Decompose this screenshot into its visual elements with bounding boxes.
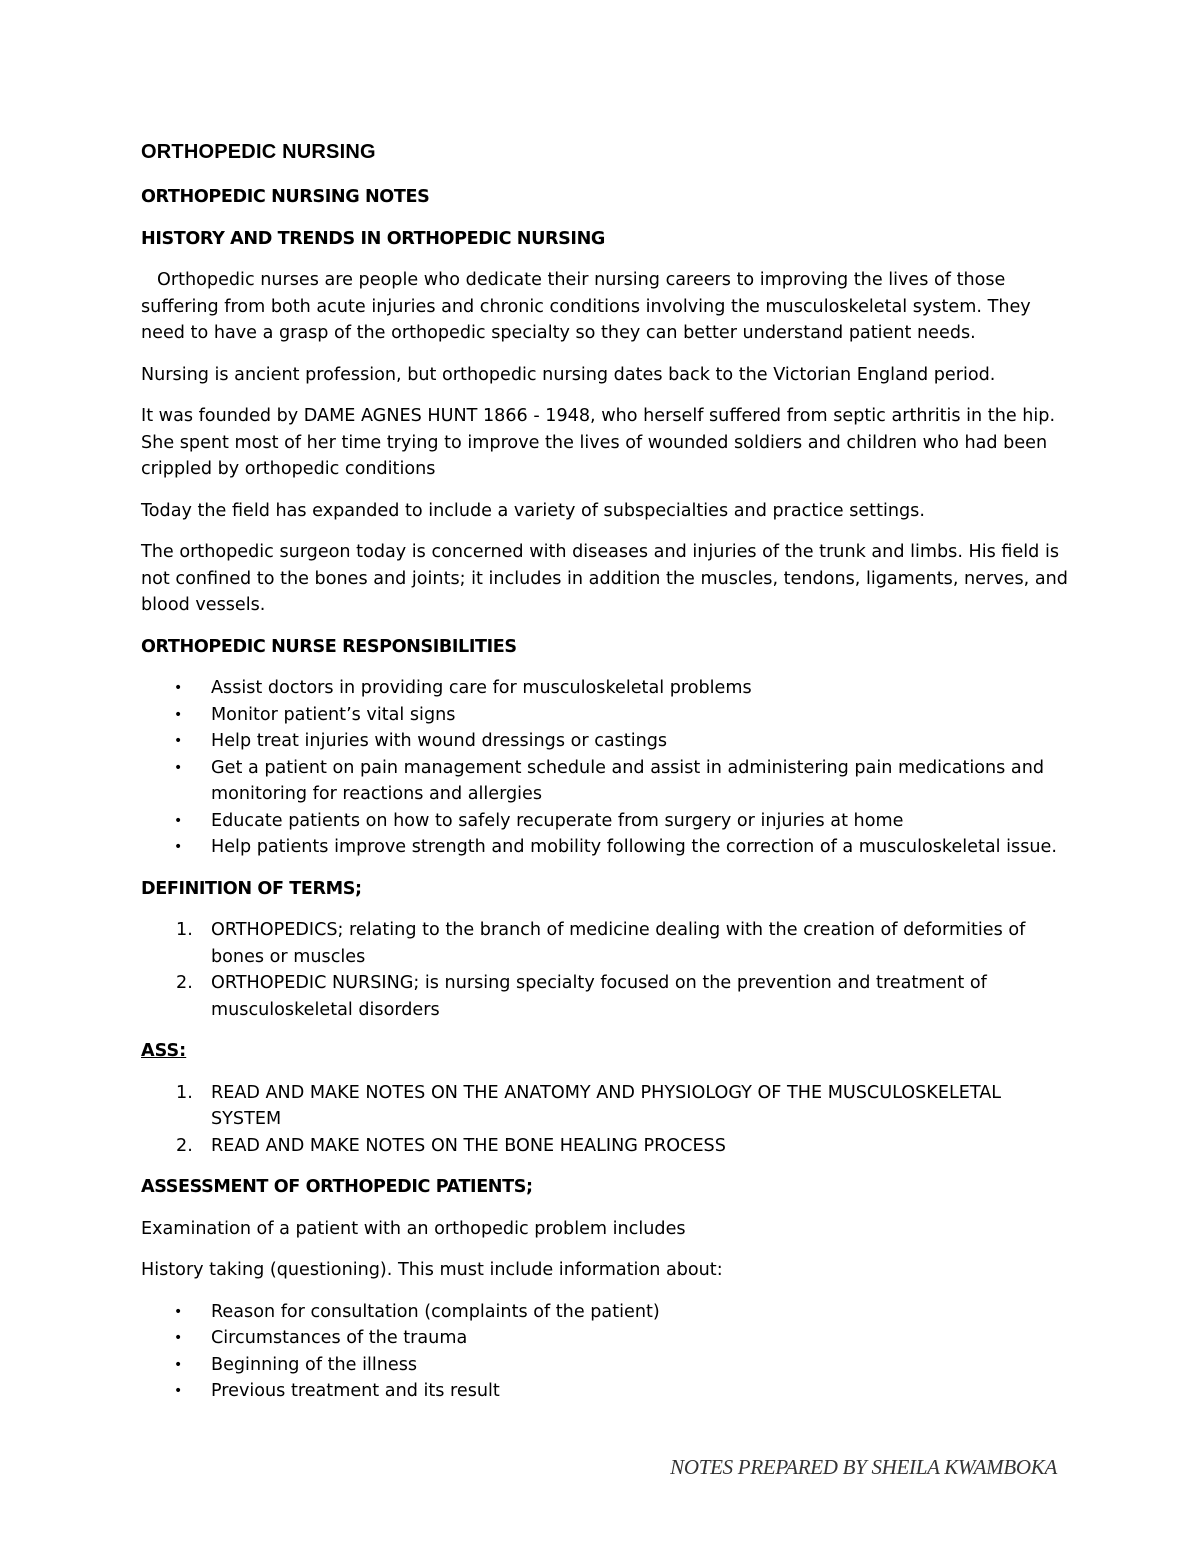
assignment-heading: ASS: bbox=[141, 1041, 187, 1061]
responsibilities-heading: ORTHOPEDIC NURSE RESPONSIBILITIES bbox=[141, 636, 517, 657]
list-item bbox=[141, 1080, 1071, 1133]
list-item-text: Help patients improve strength and mobility following the correction of a musculoskeletal issue. bbox=[211, 837, 1057, 857]
bullet-icon: • bbox=[174, 706, 183, 723]
assessment-paragraph: Examination of a patient with an orthopedic problem includes bbox=[141, 1218, 686, 1239]
list-item-text: Beginning of the illness bbox=[211, 1354, 418, 1375]
list-item bbox=[141, 1133, 1071, 1160]
bullet-icon: • bbox=[174, 839, 183, 855]
responsibilities-list bbox=[141, 675, 1071, 861]
list-item bbox=[141, 1352, 1071, 1379]
history-paragraph: It was founded by DAME AGNES HUNT 1866 - 1948, who herself suffered from septic arthritis in the hip. She spent most of her time trying to improve the lives of wounded soldiers and children who had been crippled by orthopedic conditions bbox=[141, 406, 1056, 479]
bullet-icon: • bbox=[174, 1330, 183, 1346]
history-taking-list bbox=[141, 1299, 1071, 1405]
list-item bbox=[141, 834, 1071, 861]
list-item-text: ORTHOPEDIC NURSING; is nursing specialty focused on the prevention and treatment of musculoskeletal disorders bbox=[211, 973, 987, 1020]
list-item bbox=[141, 917, 1071, 970]
bullet-icon: • bbox=[174, 759, 183, 776]
page-footer: NOTES PREPARED BY SHEILA KWAMBOKA bbox=[670, 1455, 1057, 1479]
history-paragraph: The orthopedic surgeon today is concerned with diseases and injuries of the trunk and limbs. His field is not confined to the bones and joints; it includes in addition the muscles, tendons, ligaments, nerves, and blood vessels. bbox=[141, 542, 1068, 615]
list-item-text: READ AND MAKE NOTES ON THE ANATOMY AND PHYSIOLOGY OF THE MUSCULOSKELETAL SYSTEM bbox=[211, 1082, 1002, 1129]
list-item bbox=[141, 1299, 1071, 1326]
list-item-text: Monitor patient’s vital signs bbox=[211, 704, 456, 725]
assessment-paragraph: History taking (questioning). This must include information about: bbox=[141, 1260, 723, 1280]
list-item-text: Previous treatment and its result bbox=[211, 1381, 500, 1401]
list-number: 2. bbox=[176, 1135, 193, 1156]
list-item-text: Get a patient on pain management schedule and assist in administering pain medications and monitoring for reactions and allergies bbox=[211, 757, 1045, 804]
history-paragraph: Orthopedic nurses are people who dedicate their nursing careers to improving the lives of those suffering from both acute injuries and chronic conditions involving the musculoskeletal system. They need to have a grasp of the orthopedic specialty so they can better understand patient needs. bbox=[141, 270, 1031, 343]
bullet-icon: • bbox=[174, 1383, 183, 1399]
bullet-icon: • bbox=[174, 733, 183, 749]
list-item bbox=[141, 970, 1071, 1023]
list-item bbox=[141, 808, 1071, 835]
definitions-list bbox=[141, 917, 1071, 1023]
list-item bbox=[141, 675, 1071, 702]
assignment-list bbox=[141, 1080, 1071, 1160]
list-item bbox=[141, 1325, 1071, 1352]
list-item bbox=[141, 1378, 1071, 1405]
list-item-text: Educate patients on how to safely recuperate from surgery or injuries at home bbox=[211, 810, 904, 831]
bullet-icon: • bbox=[174, 1356, 183, 1373]
assessment-heading: ASSESSMENT OF ORTHOPEDIC PATIENTS; bbox=[141, 1177, 533, 1197]
document-title: ORTHOPEDIC NURSING bbox=[141, 141, 376, 163]
list-item-text: Circumstances of the trauma bbox=[211, 1328, 468, 1348]
list-item bbox=[141, 702, 1071, 729]
notes-subtitle: ORTHOPEDIC NURSING NOTES bbox=[141, 187, 430, 207]
history-paragraph: Today the field has expanded to include a variety of subspecialties and practice settings. bbox=[141, 500, 925, 521]
list-item-text: Assist doctors in providing care for musculoskeletal problems bbox=[211, 678, 752, 698]
history-paragraph: Nursing is ancient profession, but orthopedic nursing dates back to the Victorian England period. bbox=[141, 364, 996, 385]
bullet-icon: • bbox=[174, 1303, 183, 1320]
list-item-text: Help treat injuries with wound dressings or castings bbox=[211, 731, 668, 751]
history-heading: HISTORY AND TRENDS IN ORTHOPEDIC NURSING bbox=[141, 228, 605, 249]
bullet-icon: • bbox=[174, 812, 183, 829]
list-number: 2. bbox=[176, 973, 193, 993]
list-item-text: Reason for consultation (complaints of the patient) bbox=[211, 1301, 660, 1322]
definitions-heading: DEFINITION OF TERMS; bbox=[141, 878, 362, 899]
list-number: 1. bbox=[176, 920, 193, 940]
list-item-text: READ AND MAKE NOTES ON THE BONE HEALING PROCESS bbox=[211, 1135, 726, 1156]
list-item-text: ORTHOPEDICS; relating to the branch of medicine dealing with the creation of deformities of bones or muscles bbox=[211, 920, 1026, 967]
list-item bbox=[141, 728, 1071, 755]
document-body bbox=[141, 184, 1071, 1420]
list-item bbox=[141, 755, 1071, 808]
list-number: 1. bbox=[176, 1082, 193, 1103]
bullet-icon: • bbox=[174, 680, 183, 696]
